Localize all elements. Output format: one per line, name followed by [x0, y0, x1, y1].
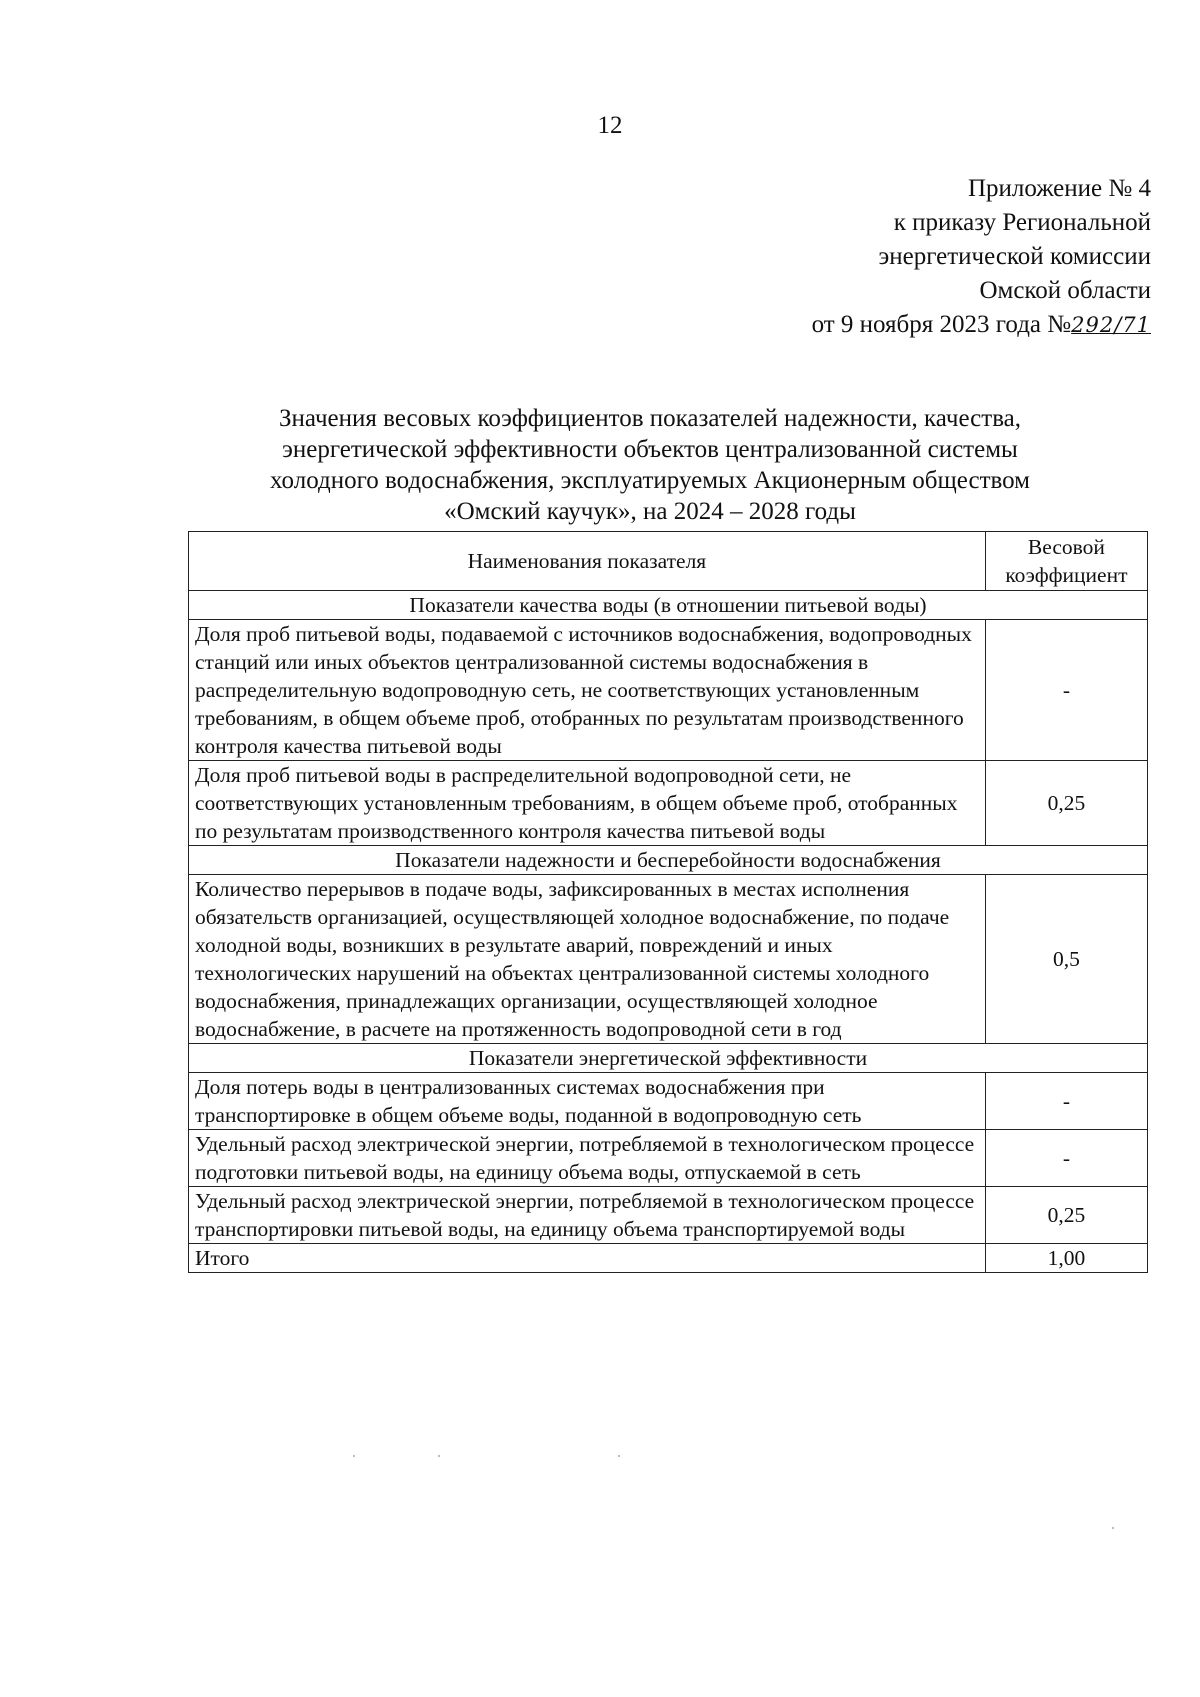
indicator-weight: 0,5	[985, 875, 1147, 1044]
document-title	[190, 403, 1110, 527]
section-energy-efficiency: Показатели энергетической эффективности	[189, 1044, 1148, 1073]
indicator-weight: -	[985, 1073, 1147, 1130]
title-line-4: «Омский каучук», на 2024 – 2028 годы	[444, 498, 856, 525]
scan-speck	[618, 1455, 620, 1457]
weights-table	[188, 531, 1148, 1273]
indicator-weight: -	[985, 620, 1147, 761]
appendix-order-line	[812, 308, 1151, 342]
header-weight-line-2: коэффициент	[1005, 563, 1128, 587]
order-date: от 9 ноября 2023 года №	[811, 311, 1072, 338]
appendix-line-1: Приложение № 4	[967, 175, 1151, 202]
title-line-2: энергетической эффективности объектов централизованной системы	[282, 436, 1018, 463]
table-row	[189, 1073, 1148, 1130]
appendix-line-4: Омской области	[979, 277, 1151, 304]
indicator-weight: 0,25	[985, 761, 1147, 846]
section-row	[189, 1044, 1148, 1073]
table-row	[189, 1187, 1148, 1244]
scan-speck	[1112, 1527, 1114, 1529]
indicator-name: Удельный расход электрической энергии, потребляемой в технологическом процессе транспортировки питьевой воды, на единицу объема транспортируемой воды	[189, 1187, 986, 1244]
section-row	[189, 846, 1148, 875]
total-value: 1,00	[985, 1244, 1147, 1273]
indicator-name: Доля проб питьевой воды, подаваемой с источников водоснабжения, водопроводных станций или иных объектов централизованной системы водоснабжения в распределительную водопроводную сеть, не соответствующих установленным требованиям, в общем объеме проб, отобранных по результатам производственного контроля качества питьевой воды	[189, 620, 986, 761]
total-row	[189, 1244, 1148, 1273]
total-label: Итого	[189, 1244, 986, 1273]
section-water-quality: Показатели качества воды (в отношении питьевой воды)	[189, 591, 1148, 620]
indicator-name: Количество перерывов в подаче воды, зафиксированных в местах исполнения обязательств организацией, осуществляющей холодное водоснабжение, по подаче холодной воды, возникших в результате аварий, повреждений и иных технологических нарушений на объектах централизованной системы холодного водоснабжения, принадлежащих организации, осуществляющей холодное водоснабжение, в расчете на протяженность водопроводной сети в год	[189, 875, 986, 1044]
indicator-name: Удельный расход электрической энергии, потребляемой в технологическом процессе подготовки питьевой воды, на единицу объема воды, отпускаемой в сеть	[189, 1130, 986, 1187]
header-indicator-name: Наименования показателя	[189, 532, 986, 591]
section-row	[189, 591, 1148, 620]
scan-speck	[438, 1455, 440, 1457]
indicator-weight: 0,25	[985, 1187, 1147, 1244]
table-row	[189, 620, 1148, 761]
scan-speck	[353, 1455, 355, 1457]
indicator-name: Доля проб питьевой воды в распределительной водопроводной сети, не соответствующих установленным требованиям, в общем объеме проб, отобранных по результатам производственного контроля качества питьевой воды	[189, 761, 986, 846]
title-line-1: Значения весовых коэффициентов показателей надежности, качества,	[278, 405, 1022, 432]
table-row	[189, 875, 1148, 1044]
section-reliability: Показатели надежности и бесперебойности водоснабжения	[189, 846, 1148, 875]
table-row	[189, 761, 1148, 846]
appendix-line-3: энергетической комиссии	[878, 243, 1151, 270]
header-weight-line-1: Весовой	[1027, 535, 1105, 559]
title-line-3: холодного водоснабжения, эксплуатируемых Акционерным обществом	[270, 467, 1030, 494]
table-header-row	[189, 532, 1148, 591]
order-number-handwritten: 292/71	[1071, 313, 1151, 337]
indicator-weight: -	[985, 1130, 1147, 1187]
indicator-name: Доля потерь воды в централизованных системах водоснабжения при транспортировке в общем объеме воды, поданной в водопроводную сеть	[189, 1073, 986, 1130]
appendix-header	[812, 172, 1151, 342]
appendix-line-2: к приказу Региональной	[893, 209, 1151, 236]
page-number: 12	[597, 112, 623, 139]
header-weight	[985, 532, 1147, 591]
table-row	[189, 1130, 1148, 1187]
